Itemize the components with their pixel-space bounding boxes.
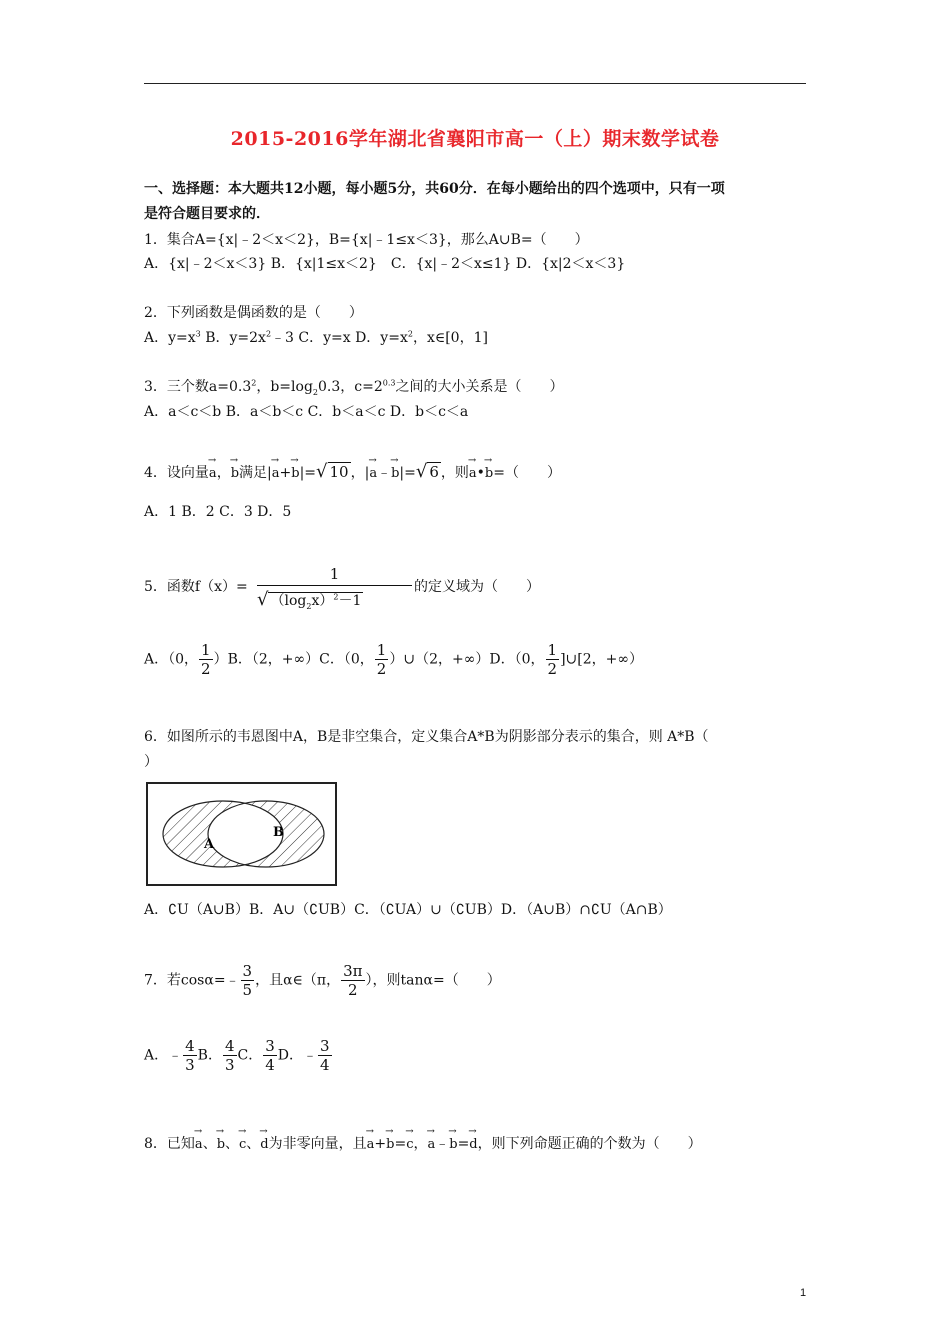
shaded-region [148, 784, 335, 884]
header-rule [144, 83, 806, 84]
set-b-label: B [273, 825, 284, 840]
q6-stem-line1: 6．如图所示的韦恩图中A，B是非空集合，定义集合A*B为阴影部分表示的集合，则 A*B（ [144, 729, 709, 745]
q5-options: A．（0， $\frac{1}{2}$ ）B．（2，+∞）C．（0， $\frac{1}{2}$ ）∪（2，+∞）D．（0， $\frac{1}{2}$ ]∪[2，+∞） [144, 641, 644, 678]
q1-options: A．{x|﹣2＜x＜3} B．{x|1≤x＜2} C．{x|﹣2＜x≤1} D．{x|2＜x＜3} [144, 256, 626, 272]
q3-options: A．a＜c＜b B．a＜b＜c C．b＜a＜c D．b＜c＜a [144, 404, 469, 420]
q7-options: A．﹣ $\frac{4}{3}$ B． $\frac{4}{3}$ C． $\frac{3}{4}$ D．﹣ $\frac{3}{4}$ [144, 1037, 330, 1074]
q6-stem-line2: ） [144, 754, 158, 770]
q8-stem: 8．已知 → a、 → b、 → c、 → d为非零向量，且 → a+ → b= → c， → a﹣ → b= → d，则下列命题正确的个数为（ ） [144, 1126, 702, 1152]
q2-stem: 2．下列函数是偶函数的是（ ） [144, 305, 363, 321]
q2-options: A．$y=x^3$ B．$y=2x^2﹣3$ C．y=x D．$y=x^2$，x∈[0，1] [144, 329, 488, 346]
q7-stem: 7．若cosα=﹣ $\frac{3}{5}$ ，且α∈（π， $\frac{3\pi}{2}$ ），则tanα=（ ） [144, 962, 501, 999]
venn-diagram [146, 782, 337, 886]
page-number: 1 [800, 1287, 807, 1299]
section-heading-line1: 一、选择题：本大题共12小题，每小题5分，共60分．在每小题给出的四个选项中，只有一项 [144, 181, 725, 197]
q3-stem: 3．三个数$a=0.3^2$，$b=\log_20.3$，$c=2^{0.3}$之间的大小关系是（ ） [144, 378, 564, 397]
q4-stem: 4．设向量 → a， → b满足| → a+ → b|=√ 10 ，| → a﹣ → b|=√ 6 ，则 → a• → b=（ ） [144, 455, 561, 482]
page-title: 2015-2016学年湖北省襄阳市高一（上）期末数学试卷 [230, 128, 720, 150]
q5-stem-pre: 5．函数f（x）= [144, 579, 248, 595]
q4-options: A．1 B．2 C．3 D．5 [144, 504, 292, 520]
section-heading-line2: 是符合题目要求的． [144, 206, 270, 222]
q6-options: A．∁U（A∪B）B．A∪（∁UB）C．（∁UA）∪（∁UB）D．（A∪B）∩∁U（A∩B） [144, 902, 672, 918]
venn-svg [148, 784, 335, 884]
set-a-label: A [204, 837, 215, 852]
q1-stem: 1．集合A={x|﹣2＜x＜2}，B={x|﹣1≤x＜3}，那么A∪B=（ ） [144, 232, 589, 248]
q5-stem-post: 的定义域为（ ） [414, 579, 540, 595]
q5-fraction: 1 √ $(\log_2x)^2-1$ [257, 565, 412, 611]
vector-b: → b [229, 455, 240, 481]
vector-a: → a [207, 455, 217, 481]
